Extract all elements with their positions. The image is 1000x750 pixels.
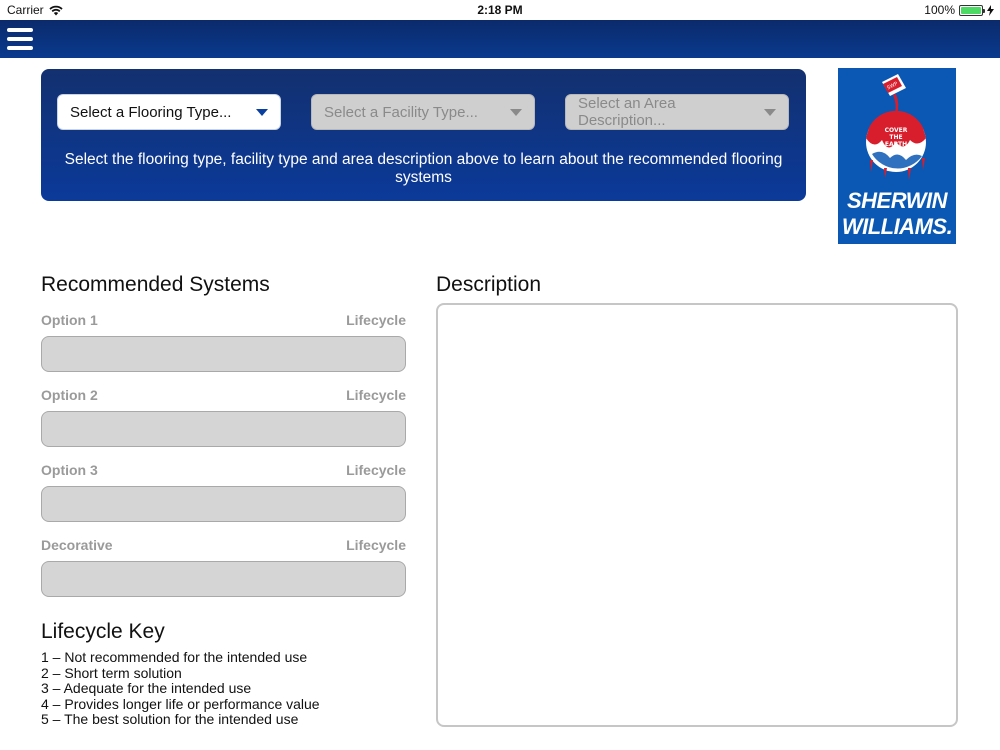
nav-bar <box>0 20 1000 58</box>
svg-text:THE: THE <box>889 134 903 141</box>
option-1-label: Option 1 <box>41 312 98 328</box>
option-3-label: Option 3 <box>41 462 98 478</box>
chevron-down-icon <box>510 109 522 116</box>
battery-percent: 100% <box>924 3 955 17</box>
option-1-lifecycle-label: Lifecycle <box>346 312 406 328</box>
logo-text-line2: WILLIAMS. <box>841 214 953 239</box>
battery-fill <box>961 7 981 14</box>
logo-text-line1: SHERWIN <box>847 188 947 213</box>
option-3-lifecycle-label: Lifecycle <box>346 462 406 478</box>
facility-type-value: Select a Facility Type... <box>324 103 478 121</box>
recommended-systems-title: Recommended Systems <box>41 273 270 296</box>
chevron-down-icon <box>256 109 268 116</box>
option-3-field <box>41 486 406 522</box>
lifecycle-key-item: 2 – Short term solution <box>41 664 182 681</box>
sherwin-williams-logo <box>838 68 956 244</box>
status-right <box>924 3 994 17</box>
option-2-label: Option 2 <box>41 387 98 403</box>
lifecycle-key-list <box>41 650 320 728</box>
flooring-type-dropdown[interactable] <box>57 94 281 130</box>
svg-text:COVER: COVER <box>884 127 908 134</box>
cover-the-earth-globe-icon <box>838 68 956 188</box>
area-description-value: Select an Area Description... <box>578 95 676 129</box>
svg-text:EARTH: EARTH <box>884 141 908 148</box>
description-box[interactable] <box>436 303 958 727</box>
selector-instructions: Select the flooring type, facility type and area description above to learn about the recommended flooring systems <box>64 151 783 186</box>
selector-panel <box>41 69 806 201</box>
option-2-field <box>41 411 406 447</box>
description-title: Description <box>436 273 542 296</box>
lifecycle-key-item: 5 – The best solution for the intended use <box>41 711 299 727</box>
battery-icon <box>959 5 983 16</box>
lifecycle-key-item: 4 – Provides longer life or performance value <box>41 695 320 712</box>
status-bar <box>0 0 1000 20</box>
flooring-type-value: Select a Flooring Type... <box>70 103 232 121</box>
option-1-field <box>41 336 406 372</box>
lifecycle-key-title: Lifecycle Key <box>41 620 165 643</box>
svg-text:SWP: SWP <box>886 80 899 92</box>
area-description-dropdown[interactable] <box>565 94 789 130</box>
facility-type-dropdown[interactable] <box>311 94 535 130</box>
decorative-lifecycle-label: Lifecycle <box>346 537 406 553</box>
charging-bolt-icon <box>987 5 994 16</box>
lifecycle-key-item: 1 – Not recommended for the intended use <box>41 649 308 665</box>
option-2-lifecycle-label: Lifecycle <box>346 387 406 403</box>
decorative-label: Decorative <box>41 537 113 553</box>
hamburger-menu-icon[interactable] <box>7 28 33 50</box>
carrier-label: Carrier <box>7 3 44 17</box>
status-time: 2:18 PM <box>477 3 523 17</box>
lifecycle-key-item: 3 – Adequate for the intended use <box>41 680 252 696</box>
decorative-field <box>41 561 406 597</box>
chevron-down-icon <box>764 109 776 116</box>
